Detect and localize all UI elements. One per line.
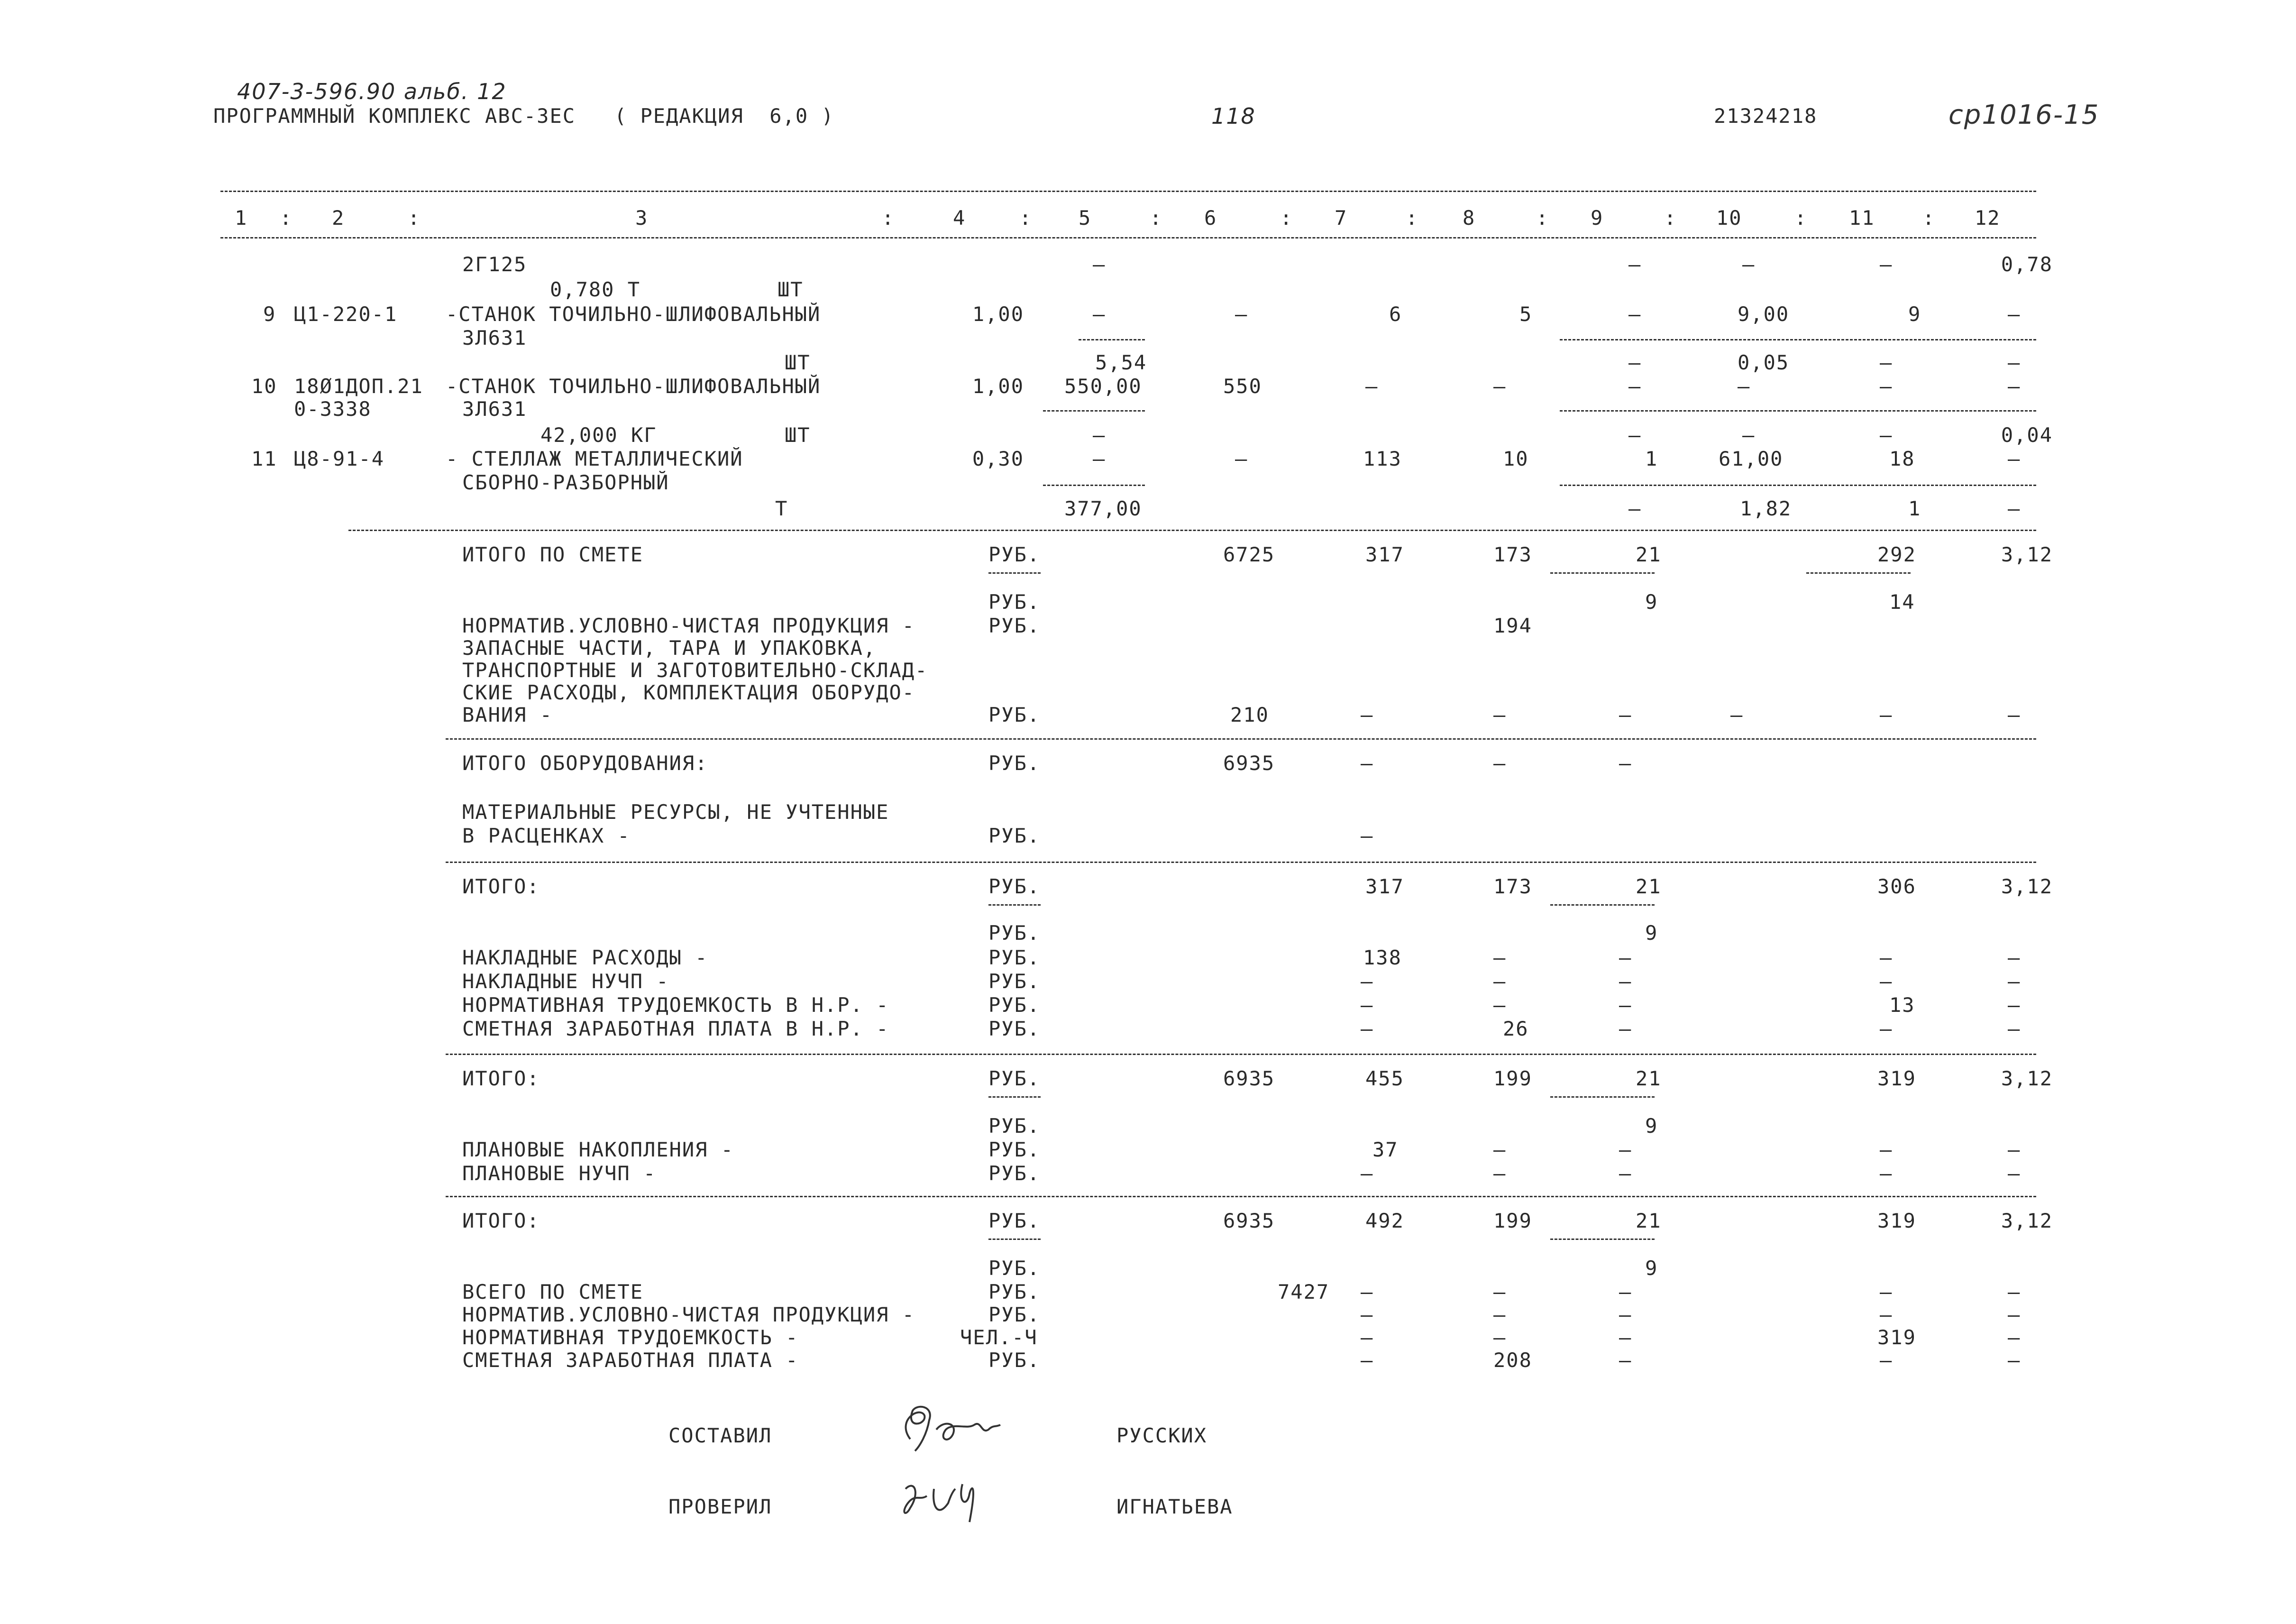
unit: РУБ. bbox=[988, 875, 1041, 898]
item-name: -СТАНОК ТОЧИЛЬНО-ШЛИФОВАЛЬНЫЙ bbox=[446, 303, 821, 326]
unit: РУБ. bbox=[988, 1280, 1041, 1303]
cell: – bbox=[1628, 351, 1642, 374]
row-label: НОРМАТИВНАЯ ТРУДОЕМКОСТЬ - bbox=[462, 1326, 799, 1349]
cell: 9 bbox=[1645, 1114, 1658, 1138]
cell: 492 bbox=[1365, 1209, 1404, 1232]
cell: – bbox=[1493, 1138, 1507, 1161]
col-11: 11 bbox=[1849, 206, 1875, 229]
text-line: ВАНИЯ - bbox=[462, 703, 553, 726]
checked-label: ПРОВЕРИЛ bbox=[668, 1495, 772, 1518]
checked-name: ИГНАТЬЕВА bbox=[1116, 1495, 1233, 1518]
cell: 9,00 bbox=[1738, 303, 1790, 326]
item-code: 18Ø1ДОП.21 bbox=[294, 375, 423, 398]
cell: – bbox=[1493, 970, 1507, 993]
cell: – bbox=[1619, 1017, 1632, 1040]
cell: – bbox=[2008, 447, 2021, 470]
cell: 13 bbox=[1889, 993, 1915, 1017]
rule bbox=[446, 862, 2036, 863]
cell: – bbox=[1361, 752, 1374, 775]
cell: 5,54 bbox=[1095, 351, 1147, 374]
item-number: 10 bbox=[251, 375, 277, 398]
cell: – bbox=[2008, 351, 2021, 374]
cell: 3,12 bbox=[2001, 543, 2053, 566]
cell: 0,05 bbox=[1738, 351, 1790, 374]
sheet-mark: ср1016-15 bbox=[1948, 100, 2100, 130]
row-label: ВСЕГО ПО СМЕТЕ bbox=[462, 1280, 644, 1303]
item-number: 9 bbox=[263, 303, 276, 326]
unit: РУБ. bbox=[988, 1017, 1041, 1040]
signature-checked bbox=[891, 1475, 1010, 1527]
row-label: ПЛАНОВЫЕ НАКОПЛЕНИЯ - bbox=[462, 1138, 734, 1161]
cell: – bbox=[1361, 970, 1374, 993]
col-sep: : bbox=[280, 206, 293, 229]
row-label: СМЕТНАЯ ЗАРАБОТНАЯ ПЛАТА - bbox=[462, 1349, 799, 1372]
cell: – bbox=[1880, 423, 1893, 447]
rule bbox=[348, 530, 2036, 531]
cell: 173 bbox=[1493, 875, 1532, 898]
cell: – bbox=[1093, 447, 1106, 470]
cell: – bbox=[1361, 1349, 1374, 1372]
cell: – bbox=[1235, 303, 1248, 326]
unit: РУБ. bbox=[988, 614, 1041, 637]
cell: – bbox=[1619, 946, 1632, 969]
cell: – bbox=[1619, 1138, 1632, 1161]
cell: – bbox=[1361, 1162, 1374, 1185]
rule bbox=[1550, 904, 1655, 906]
cell: – bbox=[1742, 423, 1756, 447]
cell: – bbox=[2008, 1303, 2021, 1326]
rule bbox=[1550, 572, 1655, 574]
rule bbox=[988, 572, 1041, 574]
cell: – bbox=[1730, 703, 1744, 726]
cell: – bbox=[1493, 993, 1507, 1017]
cell: – bbox=[1628, 497, 1642, 520]
row-label: НАКЛАДНЫЕ НУЧП - bbox=[462, 970, 669, 993]
text-line: СКИЕ РАСХОДЫ, КОМПЛЕКТАЦИЯ ОБОРУДО- bbox=[462, 681, 915, 704]
item-name: - СТЕЛЛАЖ МЕТАЛЛИЧЕСКИЙ bbox=[446, 447, 743, 470]
item-unit: ШТ bbox=[785, 423, 811, 447]
cell: 5 bbox=[1519, 303, 1533, 326]
item-name: СБОРНО-РАЗБОРНЫЙ bbox=[462, 471, 669, 494]
col-2: 2 bbox=[332, 206, 345, 229]
unit: РУБ. bbox=[988, 1067, 1041, 1090]
rule bbox=[988, 1096, 1041, 1098]
cell: – bbox=[1093, 423, 1106, 447]
col-sep: : bbox=[1664, 206, 1677, 229]
item-weight: 0,780 Т bbox=[550, 278, 641, 301]
cell: – bbox=[1628, 375, 1642, 398]
cell: – bbox=[1365, 375, 1379, 398]
col-12: 12 bbox=[1975, 206, 2001, 229]
unit: РУБ. bbox=[988, 970, 1041, 993]
unit: РУБ. bbox=[988, 946, 1041, 969]
row-label: НОРМАТИВ.УСЛОВНО-ЧИСТАЯ ПРОДУКЦИЯ - bbox=[462, 1303, 915, 1326]
cell: – bbox=[1361, 993, 1374, 1017]
cell: 0,30 bbox=[972, 447, 1024, 470]
unit: РУБ. bbox=[988, 1209, 1041, 1232]
cell: 292 bbox=[1877, 543, 1916, 566]
cell: 455 bbox=[1365, 1067, 1404, 1090]
text-line: НОРМАТИВ.УСЛОВНО-ЧИСТАЯ ПРОДУКЦИЯ - bbox=[462, 614, 915, 637]
unit: РУБ. bbox=[988, 993, 1041, 1017]
cell: 6935 bbox=[1223, 1067, 1275, 1090]
cell: 6935 bbox=[1223, 752, 1275, 775]
cell: 113 bbox=[1363, 447, 1402, 470]
cell: – bbox=[2008, 703, 2021, 726]
cell: 199 bbox=[1493, 1067, 1532, 1090]
cell: 319 bbox=[1877, 1209, 1916, 1232]
item-weight: 42,000 КГ bbox=[540, 423, 657, 447]
col-6: 6 bbox=[1204, 206, 1217, 229]
cell: – bbox=[1235, 447, 1248, 470]
unit: РУБ. bbox=[988, 1162, 1041, 1185]
cell: – bbox=[1493, 1303, 1507, 1326]
rule bbox=[988, 904, 1041, 906]
cell: – bbox=[1361, 1303, 1374, 1326]
cell: – bbox=[1619, 993, 1632, 1017]
rule bbox=[1550, 1239, 1655, 1240]
cell: – bbox=[1493, 1326, 1507, 1349]
cell: 18 bbox=[1889, 447, 1915, 470]
cell: 37 bbox=[1372, 1138, 1399, 1161]
item-unit: ШТ bbox=[785, 351, 811, 374]
row-label: НОРМАТИВНАЯ ТРУДОЕМКОСТЬ В Н.Р. - bbox=[462, 993, 889, 1017]
compiled-label: СОСТАВИЛ bbox=[668, 1424, 772, 1447]
item-name: 3Л631 bbox=[462, 397, 527, 421]
cell: 1 bbox=[1645, 447, 1658, 470]
cell: – bbox=[1880, 1303, 1893, 1326]
cell: – bbox=[1361, 1280, 1374, 1303]
rule bbox=[1079, 339, 1145, 340]
signature-compiled bbox=[891, 1401, 1034, 1453]
cell: – bbox=[1880, 1162, 1893, 1185]
unit: РУБ. bbox=[988, 1114, 1041, 1138]
cell: – bbox=[1493, 1162, 1507, 1185]
text-line: ЗАПАСНЫЕ ЧАСТИ, ТАРА И УПАКОВКА, bbox=[462, 636, 877, 660]
col-sep: : bbox=[1150, 206, 1163, 229]
col-sep: : bbox=[408, 206, 421, 229]
cell: – bbox=[2008, 1138, 2021, 1161]
cell: 550 bbox=[1223, 375, 1262, 398]
row-label: НАКЛАДНЫЕ РАСХОДЫ - bbox=[462, 946, 708, 969]
cell: 21 bbox=[1636, 543, 1662, 566]
cell: – bbox=[1493, 1280, 1507, 1303]
row-label: СМЕТНАЯ ЗАРАБОТНАЯ ПЛАТА В Н.Р. - bbox=[462, 1017, 889, 1040]
row-label: ИТОГО: bbox=[462, 875, 540, 898]
cell: 6935 bbox=[1223, 1209, 1275, 1232]
cell: 3,12 bbox=[2001, 875, 2053, 898]
cell: – bbox=[1619, 1162, 1632, 1185]
unit: РУБ. bbox=[988, 1303, 1041, 1326]
unit: РУБ. bbox=[988, 752, 1041, 775]
text-line: В РАСЦЕНКАХ - bbox=[462, 824, 631, 847]
col-1: 1 bbox=[235, 206, 248, 229]
item-number: 11 bbox=[251, 447, 277, 470]
cell: – bbox=[2008, 1326, 2021, 1349]
cell: – bbox=[1628, 423, 1642, 447]
item-unit: ШТ bbox=[778, 278, 804, 301]
text-line: ТРАНСПОРТНЫЕ И ЗАГОТОВИТЕЛЬНО-СКЛАД- bbox=[462, 659, 928, 682]
cell: 3,12 bbox=[2001, 1067, 2053, 1090]
cell: – bbox=[2008, 970, 2021, 993]
cell: – bbox=[1493, 752, 1507, 775]
program-title: ПРОГРАММНЫЙ КОМПЛЕКС АВС-3ЕС ( РЕДАКЦИЯ 6,0 ) bbox=[213, 104, 834, 128]
cell: 173 bbox=[1493, 543, 1532, 566]
cell: – bbox=[1093, 253, 1106, 276]
col-5: 5 bbox=[1079, 206, 1092, 229]
col-3: 3 bbox=[635, 206, 649, 229]
col-sep: : bbox=[1280, 206, 1293, 229]
cell: – bbox=[1619, 703, 1632, 726]
item-code: Ц8-91-4 bbox=[294, 447, 385, 470]
cell: 7427 bbox=[1278, 1280, 1330, 1303]
cell: 1 bbox=[1908, 497, 1921, 520]
cell: – bbox=[1619, 1303, 1632, 1326]
cell: – bbox=[2008, 1349, 2021, 1372]
cell: – bbox=[2008, 497, 2021, 520]
cell: 6725 bbox=[1223, 543, 1275, 566]
rule bbox=[1560, 339, 2036, 340]
cell: 9 bbox=[1645, 1257, 1658, 1280]
row-label: ИТОГО ОБОРУДОВАНИЯ: bbox=[462, 752, 708, 775]
cell: 0,04 bbox=[2001, 423, 2053, 447]
cell: 0,78 bbox=[2001, 253, 2053, 276]
rule bbox=[1043, 410, 1145, 412]
cell: 26 bbox=[1503, 1017, 1529, 1040]
cell: – bbox=[2008, 1017, 2021, 1040]
cell: 208 bbox=[1493, 1349, 1532, 1372]
rule bbox=[988, 1239, 1041, 1240]
cell: – bbox=[2008, 1162, 2021, 1185]
cell: – bbox=[1880, 1017, 1893, 1040]
rule bbox=[1806, 572, 1911, 574]
cell: – bbox=[2008, 946, 2021, 969]
cell: 61,00 bbox=[1719, 447, 1784, 470]
rule bbox=[220, 191, 2036, 192]
cell: – bbox=[1361, 824, 1374, 847]
cell: – bbox=[2008, 375, 2021, 398]
col-7: 7 bbox=[1335, 206, 1348, 229]
cell: – bbox=[1738, 375, 1751, 398]
cell: – bbox=[1493, 375, 1507, 398]
cell: 6 bbox=[1389, 303, 1402, 326]
cell: – bbox=[1880, 375, 1893, 398]
rule bbox=[1550, 1096, 1655, 1098]
row-label: ИТОГО: bbox=[462, 1209, 540, 1232]
unit: РУБ. bbox=[988, 590, 1041, 614]
item-name: -СТАНОК ТОЧИЛЬНО-ШЛИФОВАЛЬНЫЙ bbox=[446, 375, 821, 398]
row-label: ПЛАНОВЫЕ НУЧП - bbox=[462, 1162, 657, 1185]
unit: РУБ. bbox=[988, 703, 1041, 726]
unit: РУБ. bbox=[988, 543, 1041, 566]
item-code: 0-3338 bbox=[294, 397, 372, 421]
cell: – bbox=[1880, 703, 1893, 726]
cell: 1,00 bbox=[972, 375, 1024, 398]
unit: РУБ. bbox=[988, 1257, 1041, 1280]
cell: – bbox=[2008, 303, 2021, 326]
col-sep: : bbox=[1406, 206, 1419, 229]
cell: 377,00 bbox=[1064, 497, 1142, 520]
cell: – bbox=[1880, 253, 1893, 276]
cell: 9 bbox=[1645, 590, 1658, 614]
cell: – bbox=[1880, 351, 1893, 374]
row-label: ИТОГО ПО СМЕТЕ bbox=[462, 543, 644, 566]
cell: 317 bbox=[1365, 543, 1404, 566]
cell: 210 bbox=[1230, 703, 1269, 726]
col-4: 4 bbox=[953, 206, 966, 229]
cell: 1,00 bbox=[972, 303, 1024, 326]
cell: – bbox=[1619, 752, 1632, 775]
page-number: 118 bbox=[1211, 103, 1256, 129]
unit: РУБ. bbox=[988, 824, 1041, 847]
unit: РУБ. bbox=[988, 1349, 1041, 1372]
cell: 138 bbox=[1363, 946, 1402, 969]
cell: – bbox=[1742, 253, 1756, 276]
unit: РУБ. bbox=[988, 1138, 1041, 1161]
cell: 1,82 bbox=[1740, 497, 1792, 520]
cell: – bbox=[1628, 303, 1642, 326]
rule bbox=[1560, 485, 2036, 486]
col-9: 9 bbox=[1591, 206, 1604, 229]
col-sep: : bbox=[1922, 206, 1936, 229]
rule bbox=[446, 738, 2036, 740]
cell: – bbox=[1493, 946, 1507, 969]
unit: РУБ. bbox=[988, 921, 1041, 945]
cell: – bbox=[1619, 1280, 1632, 1303]
cell: – bbox=[1628, 253, 1642, 276]
cell: – bbox=[1619, 970, 1632, 993]
compiled-name: РУССКИХ bbox=[1116, 1424, 1207, 1447]
rule bbox=[446, 1196, 2036, 1197]
row-label: ИТОГО: bbox=[462, 1067, 540, 1090]
cell: – bbox=[1880, 1349, 1893, 1372]
document-code: 21324218 bbox=[1714, 104, 1818, 128]
item-name: 2Г125 bbox=[462, 253, 527, 276]
cell: 10 bbox=[1503, 447, 1529, 470]
cell: – bbox=[1361, 1017, 1374, 1040]
unit: ЧЕЛ.-Ч bbox=[960, 1326, 1038, 1349]
cell: 21 bbox=[1636, 875, 1662, 898]
cell: 317 bbox=[1365, 875, 1404, 898]
col-sep: : bbox=[882, 206, 895, 229]
cell: 9 bbox=[1645, 921, 1658, 945]
cell: – bbox=[1880, 1138, 1893, 1161]
cell: 9 bbox=[1908, 303, 1921, 326]
col-sep: : bbox=[1019, 206, 1033, 229]
cell: – bbox=[2008, 1280, 2021, 1303]
rule bbox=[1560, 410, 2036, 412]
item-unit: Т bbox=[775, 497, 788, 520]
cell: 21 bbox=[1636, 1209, 1662, 1232]
cell: – bbox=[1619, 1349, 1632, 1372]
item-name: 3Л631 bbox=[462, 326, 527, 349]
cell: – bbox=[1493, 703, 1507, 726]
item-code: Ц1-220-1 bbox=[294, 303, 398, 326]
cell: 199 bbox=[1493, 1209, 1532, 1232]
cell: 319 bbox=[1877, 1326, 1916, 1349]
cell: – bbox=[1880, 1280, 1893, 1303]
cell: 550,00 bbox=[1064, 375, 1142, 398]
cell: 306 bbox=[1877, 875, 1916, 898]
cell: 319 bbox=[1877, 1067, 1916, 1090]
cell: – bbox=[1361, 1326, 1374, 1349]
cell: – bbox=[1619, 1326, 1632, 1349]
cell: 3,12 bbox=[2001, 1209, 2053, 1232]
cell: 21 bbox=[1636, 1067, 1662, 1090]
rule bbox=[220, 237, 2036, 239]
col-10: 10 bbox=[1716, 206, 1742, 229]
col-sep: : bbox=[1536, 206, 1549, 229]
cell: – bbox=[1093, 303, 1106, 326]
col-8: 8 bbox=[1463, 206, 1476, 229]
rule bbox=[1043, 485, 1145, 486]
col-sep: : bbox=[1794, 206, 1808, 229]
text-line: МАТЕРИАЛЬНЫЕ РЕСУРСЫ, НЕ УЧТЕННЫЕ bbox=[462, 800, 889, 824]
cell: – bbox=[2008, 993, 2021, 1017]
rule bbox=[446, 1054, 2036, 1055]
cell: – bbox=[1880, 970, 1893, 993]
cell: – bbox=[1880, 946, 1893, 969]
cell: 14 bbox=[1889, 590, 1915, 614]
album-reference: 407-3-596.90 альб. 12 bbox=[237, 79, 507, 104]
cell: 194 bbox=[1493, 614, 1532, 637]
cell: – bbox=[1361, 703, 1374, 726]
